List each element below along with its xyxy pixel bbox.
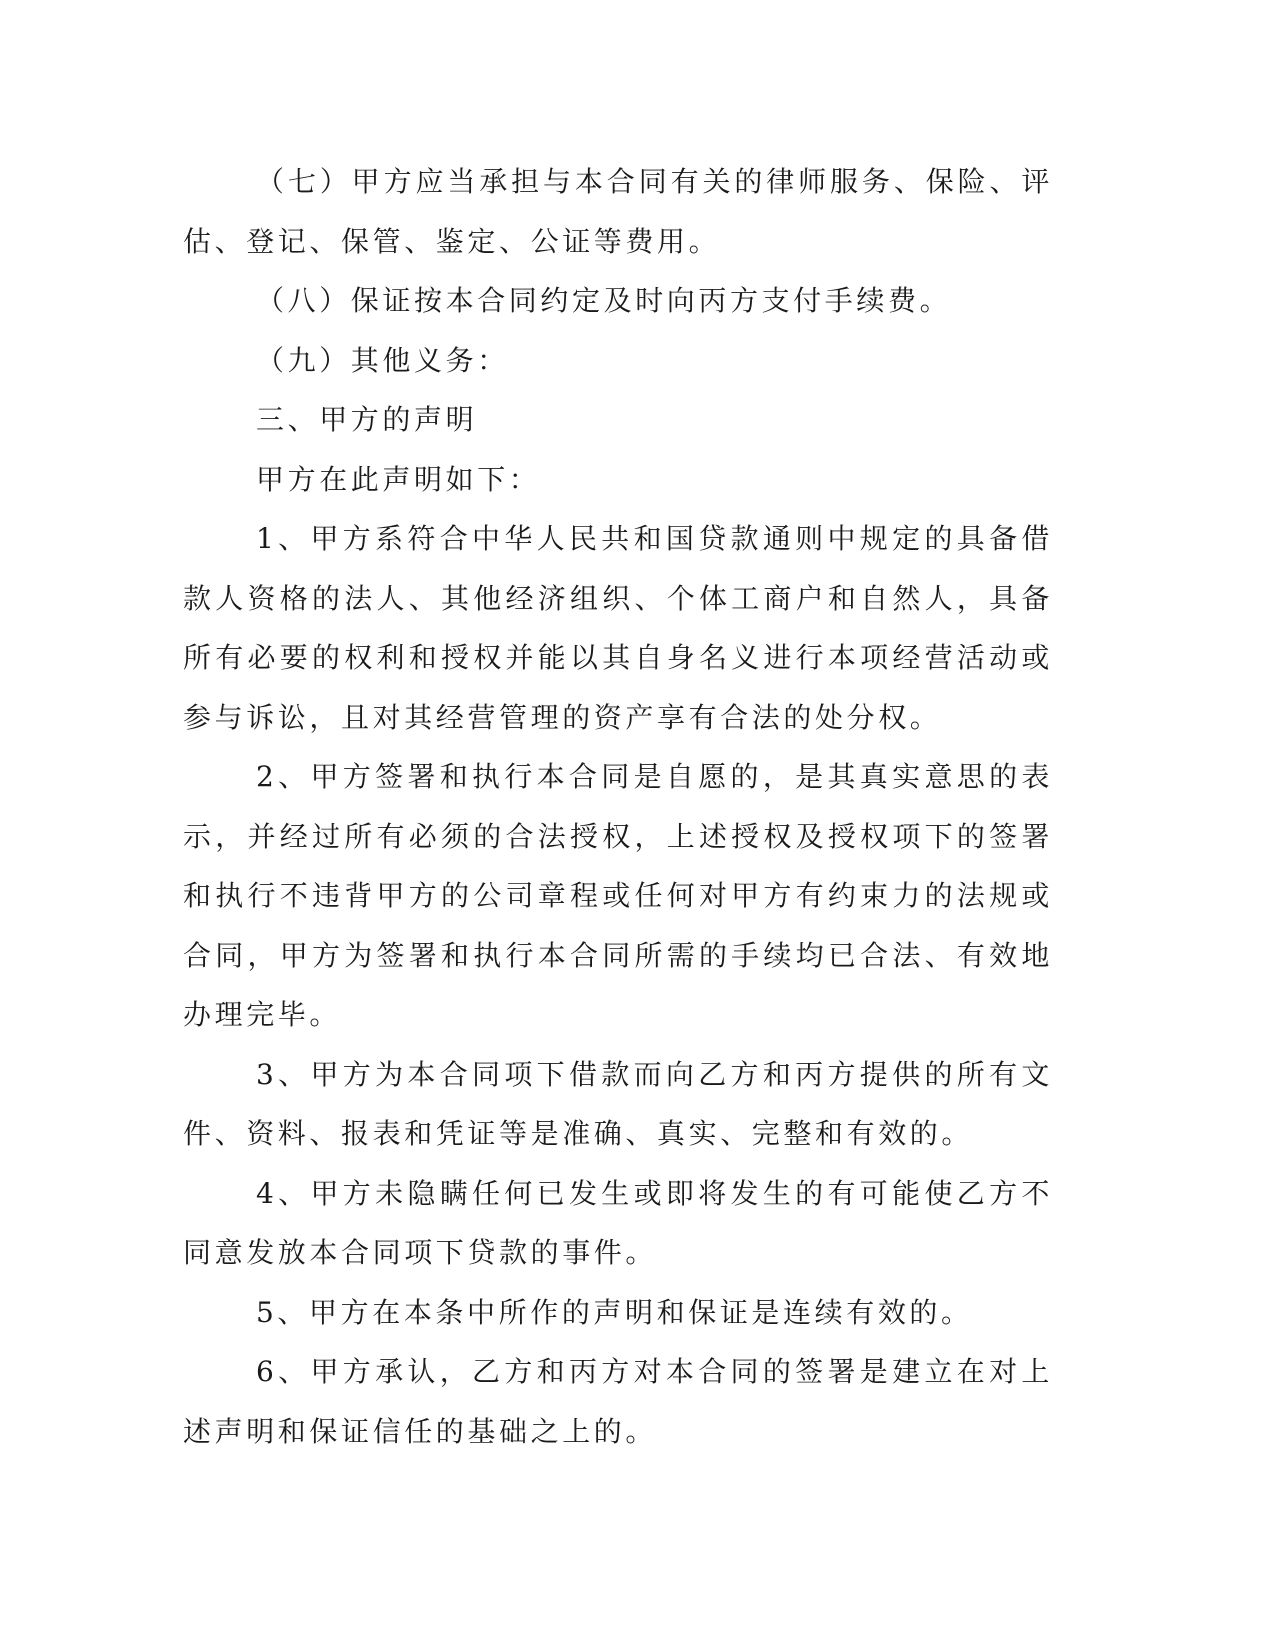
paragraph-obligation-9: （九）其他义务： xyxy=(256,343,509,377)
section-heading-party-a-declaration: 三、甲方的声明 xyxy=(256,403,478,436)
document-body xyxy=(183,152,1053,1461)
paragraph-declaration-intro: 甲方在此声明如下： xyxy=(256,462,541,496)
paragraph-declaration-1: 1、甲方系符合中华人民共和国贷款通则中规定的具备借款人资格的法人、其他经济组织、个体工商户和自然人，具备所有必要的权利和授权并能以其自身名义进行本项经营活动或参与诉讼，且对其经营管理的资产享有合法的处分权。 xyxy=(183,522,1053,734)
paragraph-obligation-7: （七）甲方应当承担与本合同有关的律师服务、保险、评估、登记、保管、鉴定、公证等费用。 xyxy=(183,165,1053,258)
paragraph-declaration-3: 3、甲方为本合同项下借款而向乙方和丙方提供的所有文件、资料、报表和凭证等是准确、真实、完整和有效的。 xyxy=(183,1057,1053,1150)
paragraph-declaration-6: 6、甲方承认，乙方和丙方对本合同的签署是建立在对上述声明和保证信任的基础之上的。 xyxy=(183,1355,1053,1448)
paragraph-declaration-4: 4、甲方未隐瞒任何已发生或即将发生的有可能使乙方不同意发放本合同项下贷款的事件。 xyxy=(183,1176,1053,1269)
paragraph-obligation-8: （八）保证按本合同约定及时向丙方支付手续费。 xyxy=(256,284,952,317)
paragraph-declaration-5: 5、甲方在本条中所作的声明和保证是连续有效的。 xyxy=(256,1295,973,1329)
paragraph-declaration-2: 2、甲方签署和执行本合同是自愿的，是其真实意思的表示，并经过所有必须的合法授权，上述授权及授权项下的签署和执行不违背甲方的公司章程或任何对甲方有约束力的法规或合同，甲方为签署和执行本合同所需的手续均已合法、有效地办理完毕。 xyxy=(183,760,1053,1031)
